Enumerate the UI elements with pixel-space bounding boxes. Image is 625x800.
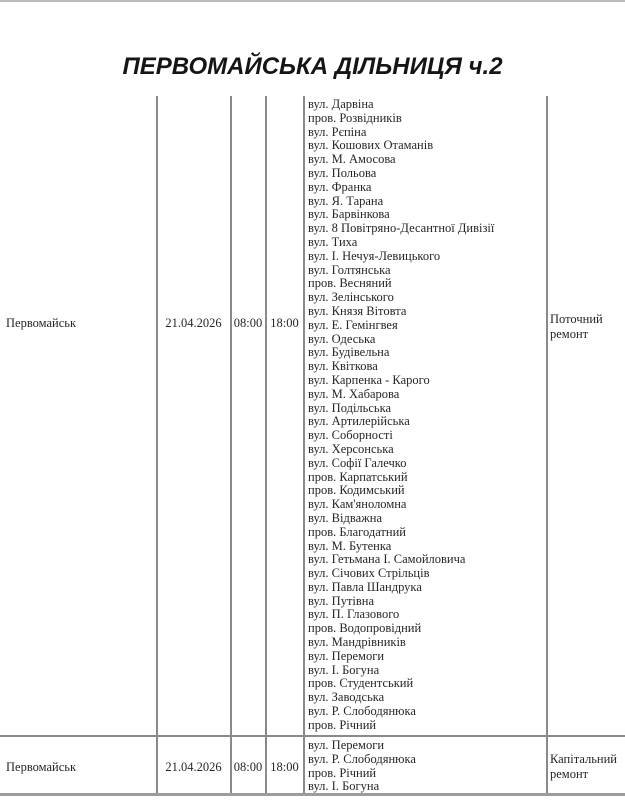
street-item: вул. Р. Слободянюка: [308, 751, 416, 766]
street-item: вул. Голтянська: [308, 262, 391, 277]
street-item: вул. Херсонська: [308, 441, 394, 456]
street-item: вул. Одеська: [308, 331, 376, 346]
street-item: вул. Рєпіна: [308, 124, 367, 139]
repair-type-cell: Поточний ремонт: [550, 312, 603, 341]
street-item: вул. І. Нечуя-Левицького: [308, 248, 441, 263]
page-title: ПЕРВОМАЙСЬКА ДІЛЬНИЦЯ ч.2: [122, 53, 503, 80]
street-item: вул. Карпенка - Карого: [308, 372, 430, 387]
street-item: пров. Карпатський: [308, 469, 408, 484]
street-item: вул. Подільська: [308, 400, 392, 415]
street-item: вул. Соборності: [308, 428, 393, 443]
street-item: вул. Заводська: [308, 690, 385, 705]
column-divider-streets-repair: [546, 96, 548, 793]
street-item: вул. І. Богуна: [308, 662, 380, 677]
date-cell: 21.04.2026: [165, 316, 222, 330]
street-item: вул. Мандрівників: [308, 635, 406, 650]
column-divider-start-end: [265, 96, 267, 793]
street-item: вул. Перемоги: [308, 648, 385, 663]
start-time-cell: 08:00: [233, 760, 263, 774]
city-cell: Первомайськ: [6, 760, 77, 774]
column-divider-end-streets: [303, 96, 305, 793]
street-item: вул. М. Хабарова: [308, 386, 400, 401]
top-rule: [0, 0, 625, 2]
street-item: вул. І. Богуна: [308, 779, 380, 794]
street-item: вул. Е. Гемінгвея: [308, 317, 398, 332]
street-item: пров. Кодимський: [308, 483, 405, 498]
date-cell: 21.04.2026: [165, 760, 222, 774]
column-divider-city-date: [156, 96, 158, 793]
street-item: вул. Кам'яноломна: [308, 497, 407, 512]
street-item: вул. Франка: [308, 179, 372, 194]
street-item: вул. Тиха: [308, 234, 358, 249]
street-item: вул. П. Глазового: [308, 607, 400, 622]
column-divider-date-start: [230, 96, 232, 793]
street-item: вул. Путівна: [308, 593, 375, 608]
end-time-cell: 18:00: [270, 316, 299, 330]
street-item: пров. Водопровідний: [308, 621, 422, 636]
street-item: вул. Квіткова: [308, 359, 378, 374]
street-item: вул. Січових Стрільців: [308, 566, 430, 581]
repair-type-cell: Капітальний ремонт: [550, 752, 617, 781]
street-item: вул. Я. Тарана: [308, 193, 384, 208]
street-item: вул. М. Амосова: [308, 152, 396, 167]
row-divider: [0, 735, 625, 737]
street-item: пров. Благодатний: [308, 524, 406, 539]
street-item: вул. Будівельна: [308, 345, 390, 360]
city-cell: Первомайськ: [6, 316, 77, 330]
street-item: вул. Павла Шандрука: [308, 579, 422, 594]
street-item: вул. Зелінського: [308, 290, 394, 305]
street-item: вул. М. Бутенка: [308, 538, 392, 553]
street-item: вул. Гетьмана І. Самойловича: [308, 552, 466, 567]
street-item: пров. Річний: [308, 765, 377, 780]
street-item: вул. Барвінкова: [308, 207, 390, 222]
street-item: вул. Кошових Отаманів: [308, 138, 434, 153]
street-item: вул. 8 Повітряно-Десантної Дивізії: [308, 221, 495, 236]
street-item: вул. Артилерійська: [308, 414, 410, 429]
street-item: пров. Річний: [308, 717, 377, 732]
end-time-cell: 18:00: [270, 760, 299, 774]
streets-cell: [308, 98, 544, 733]
street-item: вул. Дарвіна: [308, 97, 374, 111]
street-item: пров. Розвідників: [308, 110, 402, 125]
street-item: вул. Відважна: [308, 510, 382, 525]
street-item: вул. Перемоги: [308, 738, 385, 752]
street-item: вул. Князя Вітовта: [308, 303, 407, 318]
street-item: вул. Р. Слободянюка: [308, 704, 416, 719]
street-item: пров. Студентський: [308, 676, 414, 691]
street-item: вул. Софії Галечко: [308, 455, 407, 470]
start-time-cell: 08:00: [233, 316, 263, 330]
streets-cell: [308, 739, 544, 794]
street-item: пров. Весняний: [308, 276, 392, 291]
street-item: вул. Польова: [308, 165, 377, 180]
